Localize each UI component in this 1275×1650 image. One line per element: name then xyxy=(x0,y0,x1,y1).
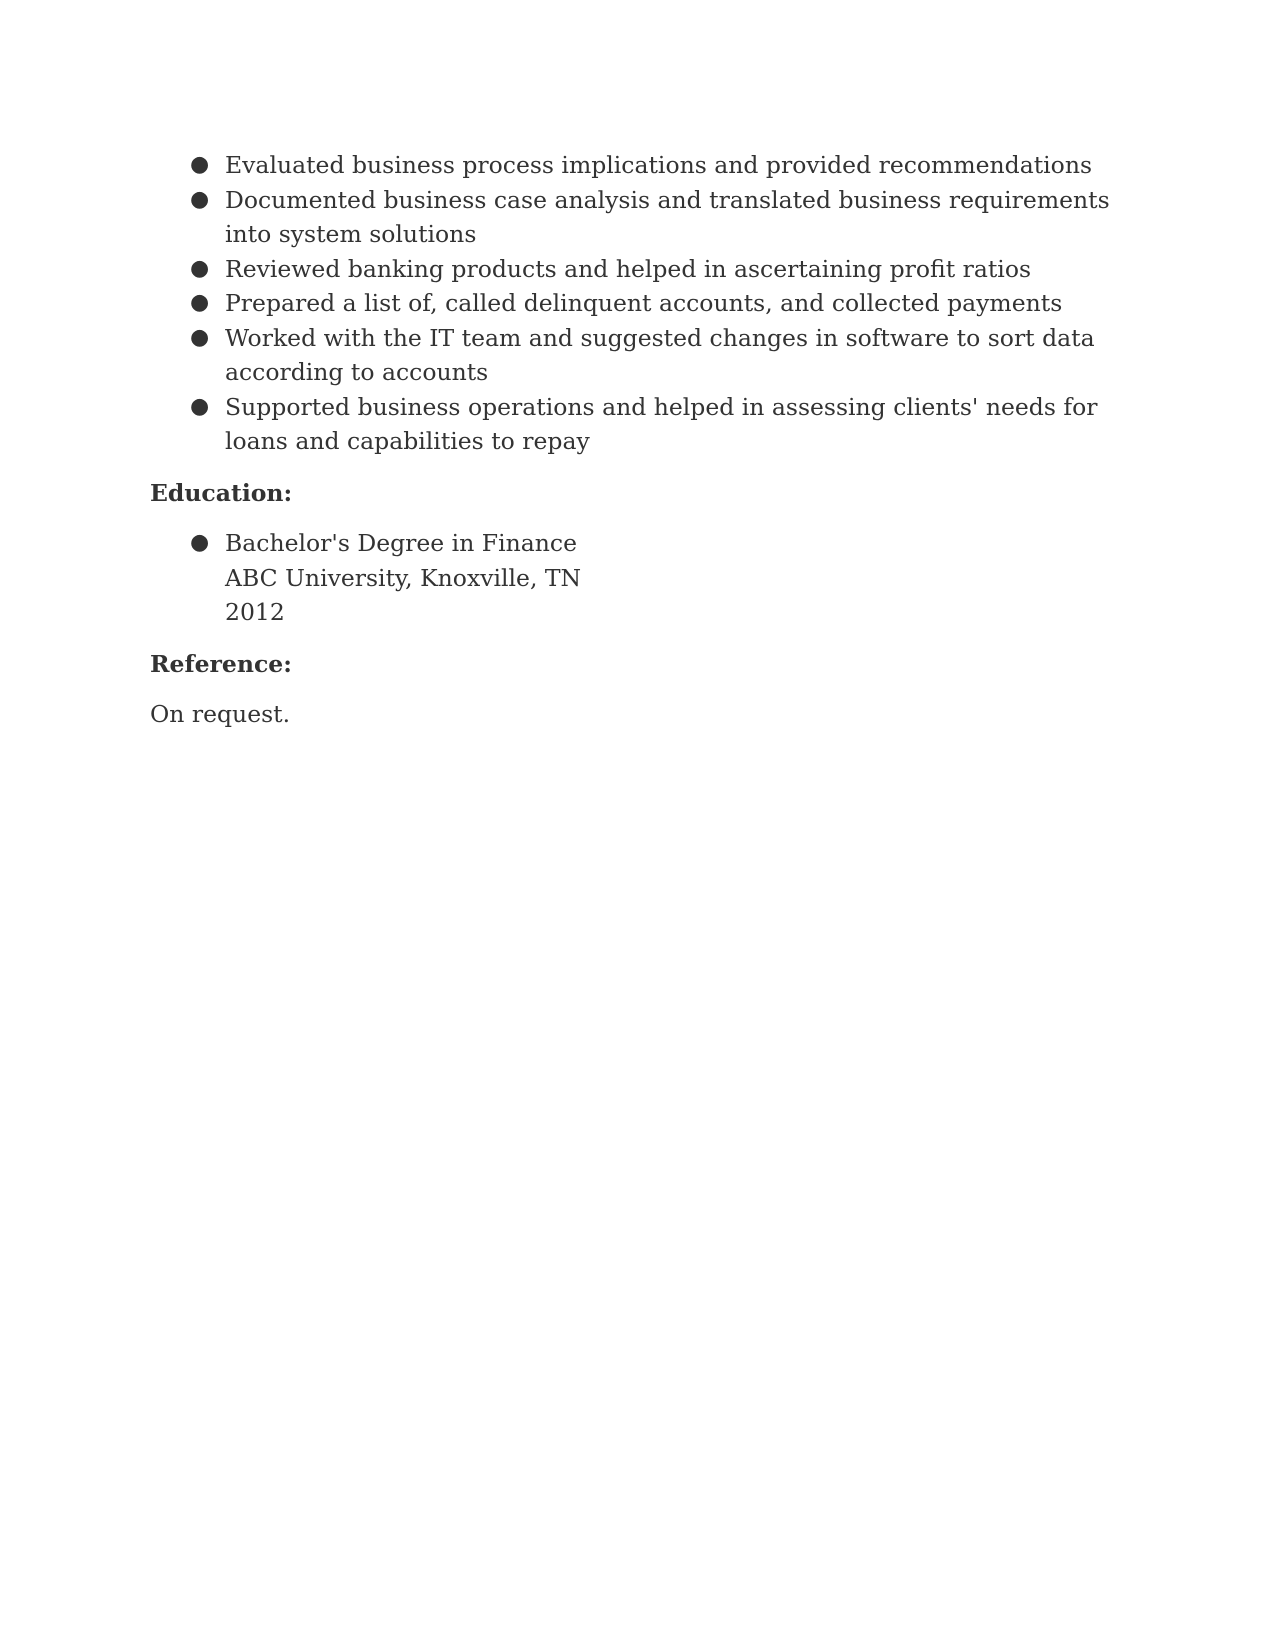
education-list xyxy=(150,526,1110,630)
reference-text: On request. xyxy=(150,700,291,728)
bullet-icon: ● xyxy=(190,255,210,281)
education-degree: Bachelor's Degree in Finance xyxy=(225,529,577,557)
list-item xyxy=(150,286,1110,321)
bullet-icon: ● xyxy=(190,186,210,212)
resume-page xyxy=(150,148,1110,732)
list-item xyxy=(150,390,1110,459)
bullet-icon: ● xyxy=(190,530,210,555)
list-item xyxy=(150,148,1110,183)
bullet-text: Supported business operations and helped in assessing clients' needs for loans and capabilities to repay xyxy=(225,392,1098,455)
education-year: 2012 xyxy=(225,598,285,626)
list-item xyxy=(150,321,1110,390)
bullet-text: Reviewed banking products and helped in ascertaining profit ratios xyxy=(225,254,1032,283)
list-item xyxy=(150,526,1110,630)
list-item xyxy=(150,252,1110,287)
education-school: ABC University, Knoxville, TN xyxy=(225,563,582,592)
bullet-icon: ● xyxy=(190,324,210,350)
reference-heading: Reference: xyxy=(150,649,292,678)
bullet-icon: ● xyxy=(190,152,210,177)
bullet-text: Prepared a list of, called delinquent accounts, and collected payments xyxy=(225,289,1063,317)
bullet-text: Evaluated business process implications and provided recommendations xyxy=(225,151,1093,179)
experience-bullet-list xyxy=(150,148,1110,459)
education-heading: Education: xyxy=(150,478,293,507)
bullet-text: Documented business case analysis and translated business requirements into system solutions xyxy=(225,185,1110,248)
bullet-icon: ● xyxy=(190,393,210,419)
bullet-icon: ● xyxy=(190,290,210,315)
bullet-text: Worked with the IT team and suggested changes in software to sort data according to accounts xyxy=(225,323,1095,386)
list-item xyxy=(150,183,1110,252)
